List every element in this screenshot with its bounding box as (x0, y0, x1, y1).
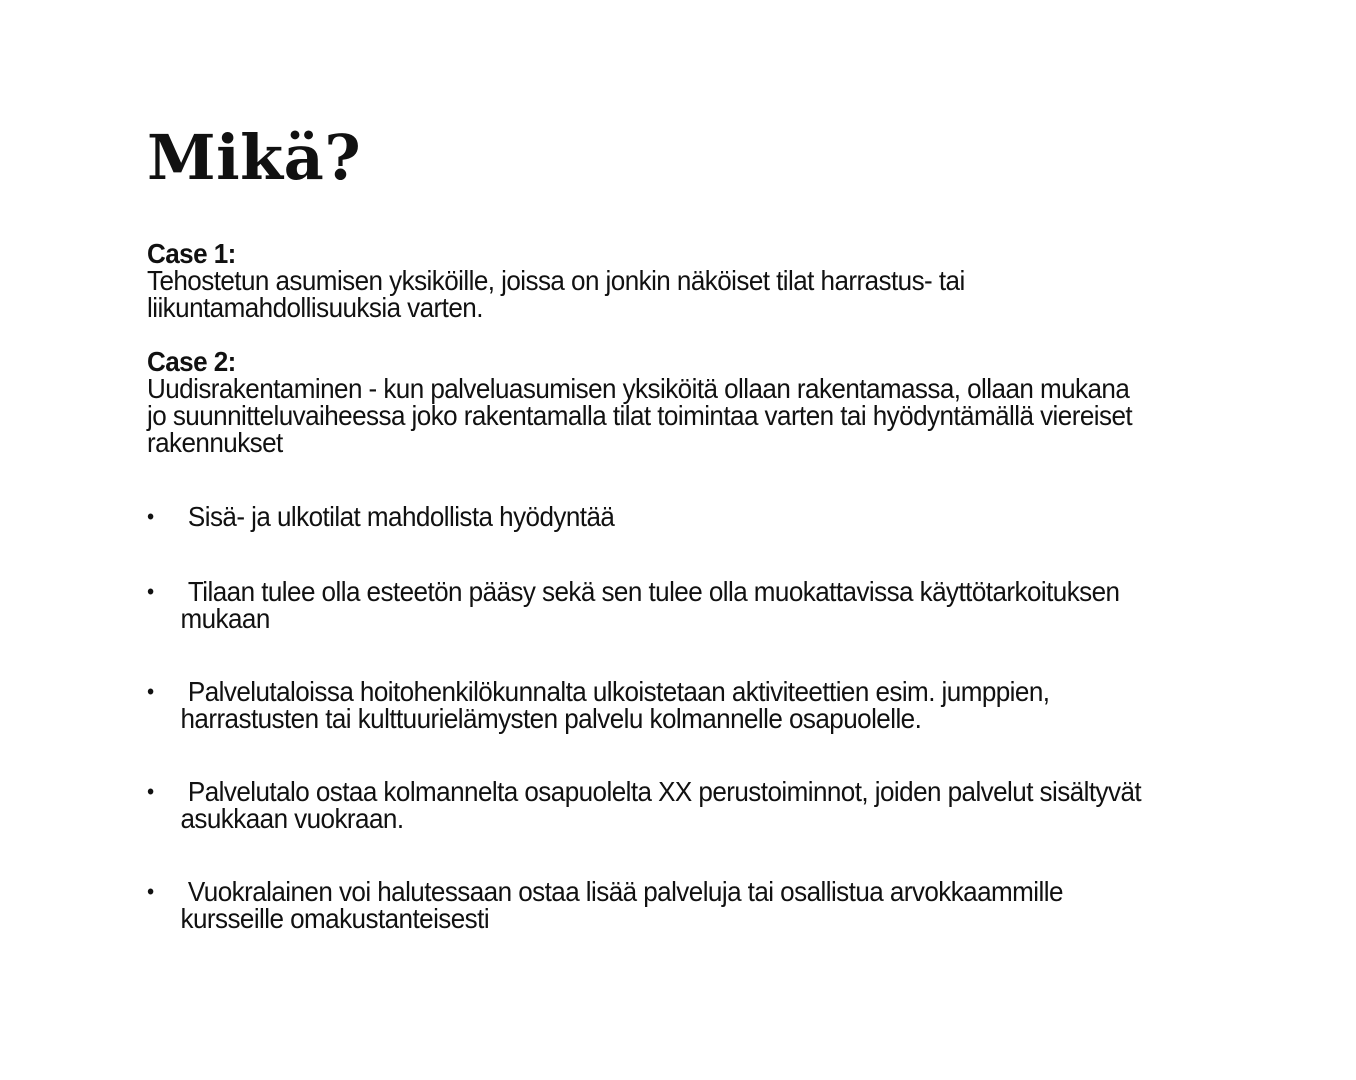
bullet-item (147, 878, 1170, 932)
bullet-icon: • (147, 504, 154, 529)
case-2-label: Case 2: (147, 346, 236, 377)
case-1-text: Tehostetun asumisen yksiköille, joissa on jonkin näköiset tilat harrastus- tai liikuntamahdollisuuksia varten. (147, 265, 965, 323)
bullet-text: Tilaan tulee olla esteetön pääsy sekä sen tulee olla muokattavissa käyttötarkoituksen mukaan (180, 576, 1120, 634)
case-1-label: Case 1: (147, 238, 236, 269)
bullet-icon: • (147, 579, 154, 604)
bullet-icon: • (147, 679, 154, 704)
bullet-item (147, 578, 1170, 632)
bullet-icon: • (147, 779, 154, 804)
bullet-icon: • (147, 879, 154, 904)
slide-title: Mikä? (147, 121, 362, 194)
bullet-text: Palvelutaloissa hoitohenkilökunnalta ulkoistetaan aktiviteettien esim. jumppien, harrastusten tai kulttuurielämysten palvelu kolmannelle osapuolelle. (180, 676, 1050, 734)
bullet-text: Vuokralainen voi halutessaan ostaa lisää palveluja tai osallistua arvokkaammille kursseille omakustanteisesti (180, 876, 1063, 934)
bullet-text: Palvelutalo ostaa kolmannelta osapuolelta XX perustoiminnot, joiden palvelut sisältyvät asukkaan vuokraan. (180, 776, 1142, 834)
bullet-text: Sisä- ja ulkotilat mahdollista hyödyntää (187, 501, 615, 532)
bullet-item (147, 678, 1170, 732)
bullet-item (147, 503, 1170, 530)
case-2-text: Uudisrakentaminen - kun palveluasumisen yksiköitä ollaan rakentamassa, ollaan mukana jo suunnitteluvaiheessa joko rakentamalla tilat toimintaa varten tai hyödyntämällä viereiset rakennukset (147, 373, 1133, 458)
case-2-block (147, 348, 1151, 456)
bullet-item (147, 778, 1170, 832)
bullet-list (147, 503, 1247, 978)
case-1-block (147, 240, 1151, 321)
